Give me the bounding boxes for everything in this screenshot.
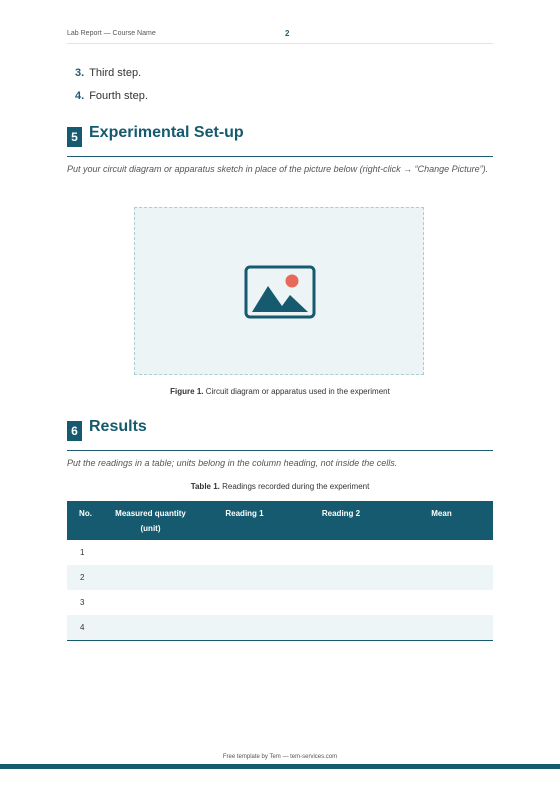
table-cell[interactable] (197, 590, 292, 615)
table-cell[interactable]: 2 (80, 573, 85, 582)
column-header: Reading 2 (321, 509, 361, 518)
page-header (67, 28, 493, 44)
table-cell[interactable]: 1 (80, 548, 85, 557)
section-title: Experimental Set-up (89, 124, 244, 141)
table-header-row (67, 501, 493, 540)
table-row (67, 590, 493, 615)
instruction-paragraph: Put your circuit diagram or apparatus sketch in place of the picture below (right-click → “Change Picture”). (67, 164, 489, 174)
section-heading-experimental-setup (67, 126, 493, 157)
table-caption (67, 482, 493, 491)
table-cell[interactable] (197, 615, 292, 641)
figure-caption-text: Circuit diagram or apparatus used in the experiment (203, 387, 390, 396)
footer-bar (0, 764, 560, 769)
table-cell[interactable] (104, 540, 197, 565)
table-row (67, 615, 493, 641)
table-cell[interactable]: 4 (67, 615, 104, 641)
section-heading-results (67, 420, 493, 451)
table-cell[interactable] (197, 540, 292, 565)
table-cell[interactable] (104, 615, 197, 641)
instruction-paragraph: Put the readings in a table; units belong in the column heading, not inside the cells. (67, 458, 398, 468)
column-header: Mean (431, 509, 452, 518)
figure-caption (67, 387, 493, 396)
table-cell[interactable] (390, 615, 493, 641)
list-item-text: Fourth step. (89, 90, 148, 102)
table-caption-text: Readings recorded during the experiment (219, 482, 370, 491)
list-item (75, 67, 141, 79)
list-item (75, 90, 148, 102)
table-cell[interactable] (104, 565, 197, 590)
list-item-number: 4. (75, 90, 85, 102)
footer-credit: Free template by Tem — tem-services.com (222, 754, 338, 760)
page-number: 2 (285, 29, 290, 38)
table-cell[interactable] (390, 540, 493, 565)
column-header: Measured quantity (unit) (115, 509, 186, 533)
list-item-text: Third step. (89, 67, 142, 79)
table-cell[interactable] (390, 565, 493, 590)
header-title: Lab Report — Course Name (67, 30, 156, 37)
section-number-badge: 5 (67, 127, 82, 147)
table-cell[interactable] (104, 590, 197, 615)
figure-placeholder[interactable] (134, 207, 424, 375)
table-cell[interactable]: 3 (80, 598, 85, 607)
table-row (67, 565, 493, 590)
table-cell[interactable] (390, 590, 493, 615)
image-placeholder-icon (244, 265, 316, 321)
readings-table (67, 501, 493, 641)
column-header: No. (79, 509, 92, 518)
list-item-number: 3. (75, 67, 85, 79)
readings-table-wrapper (67, 501, 493, 641)
table-cell[interactable] (292, 540, 390, 565)
column-header: Reading 1 (225, 509, 264, 518)
section-title: Results (89, 418, 147, 435)
section-number-badge: 6 (67, 421, 82, 441)
table-cell[interactable] (197, 565, 292, 590)
table-row (67, 540, 493, 565)
figure-caption-label: Figure 1. (170, 387, 204, 396)
table-cell[interactable] (292, 565, 390, 590)
table-cell[interactable] (292, 615, 390, 641)
table-cell[interactable] (292, 590, 390, 615)
table-caption-label: Table 1. (190, 482, 220, 491)
